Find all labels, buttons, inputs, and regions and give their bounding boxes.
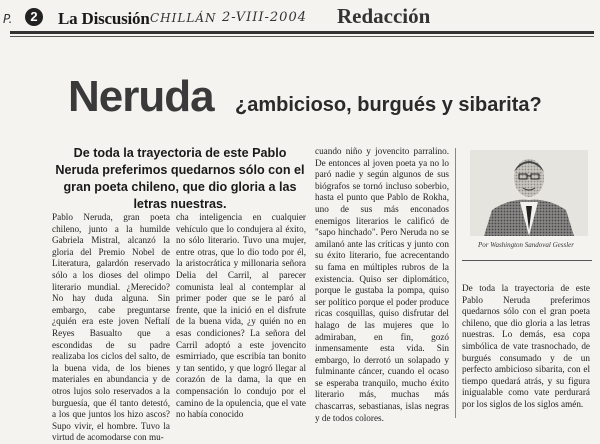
article-column-4: [462, 283, 590, 411]
column-4-text: De toda la trayectoria de este Pablo Neruda preferimos quedarnos sólo con el gran poeta chileno, que dio gloria a las letras nuestras. Lo demás, esa copa simbólica de vate trasnochado, de burgués consumado y de un perfecto ambicioso sibarita, con el tiempo quedará atrás, y su figura inigualable como vate perdurará por los siglos de los siglos amén.: [462, 283, 590, 409]
section-title: Redacción: [337, 4, 431, 28]
newspaper-name: La Discusión: [58, 9, 150, 28]
handwritten-page-prefix: P.: [3, 12, 13, 26]
column-3-text: cuando niño y jovencito parralino. De entonces al joven poeta ya no lo paró nadie y según algunos de sus biógrafos se tornó incluso soberbio, hasta el punto que Pablo de Rokha, uno de sus más enconados enemigos literarios le calificó de "sapo hinchado". Pero Neruda no se amilanó ante las críticas y junto con su éxito literario, fue acrecentando su fama en múltiples rubros de la existencia. Quiso ser diplomático, porque le gustaba la pompa, quiso ser político porque el poder produce ricas cosquillas, quiso disfrutar del halago de las mujeres que lo admiraban, en fin, gozó inmensamente esta vida. Sin embargo, lo derrotó un solapado y fulminante cáncer, cuando el ocaso se esperaba tranquilo, mucho éxito literario más, muchas más chascarras, sebastianas, islas negras y de todos colores.: [315, 146, 449, 423]
author-portrait-icon: [470, 150, 588, 236]
article-column-2: [176, 212, 306, 421]
article-column-3: [315, 146, 449, 424]
header-rule: [10, 31, 594, 34]
column-1-text: Pablo Neruda, gran poeta chileno, junto a la humilde Gabriela Mistral, alcanzó la gloria del Premio Nobel de Literatura, galardón reservado sólo a los dioses del olimpo literario mundial. ¿Merecido? No hay duda alguna. Sin embargo, cabe preguntarse ¿quién era este joven Neftalí Reyes Basualto que a escondidas de su padre realizaba los ciclos del salto, de la buena vida, de los bienes materiales en abundancia y de otros lujos solo reservados a la burguesía, que él tanto detestó, a los que juntos los hizo ascos? Supo vivir, el hombre. Tuvo la virtud de acomodarse con mu-: [52, 212, 170, 443]
article-subtitle: ¿ambicioso, burgués y sibarita?: [235, 94, 542, 116]
article-lead: De toda la trayectoria de este Pablo Neruda preferimos quedarnos sólo con el gran poeta chileno, que dio gloria a las letras nuestras.: [55, 146, 305, 211]
page-number-badge: 2: [25, 8, 43, 26]
author-photo: [470, 150, 588, 236]
header-rule-thin: [10, 36, 594, 37]
article-title: Neruda: [68, 72, 214, 121]
article-column-1: [52, 212, 170, 444]
column-2-text: cha inteligencia en cualquier vehículo que lo condujera al éxito, no sólo literario. Tuvo una mujer, entre otras, que lo dio todo por él, la aristocrática y millonaria señora Delia del Carril, al parecer comunista leal al contemplar al primer poder que se le paró al frente, que la inició en el disfrute de la buena vida, ¿y quién no en esas condiciones? La señora del Carril adoptó a este jovencito esmirriado, que escribía tan bonito y tan sentido, y que logró llegar al corazón de la dama, la que en compensación lo condujo por el camino de la opulencia, que el vate no había conocido: [176, 212, 306, 420]
handwritten-date: 2-VIII-2004: [222, 10, 307, 25]
column-divider: [455, 148, 456, 418]
photo-rule: [462, 260, 592, 261]
photo-credit: Por Washington Sandoval Gessler: [478, 241, 574, 249]
handwritten-city: CHILLÁN: [150, 11, 217, 25]
